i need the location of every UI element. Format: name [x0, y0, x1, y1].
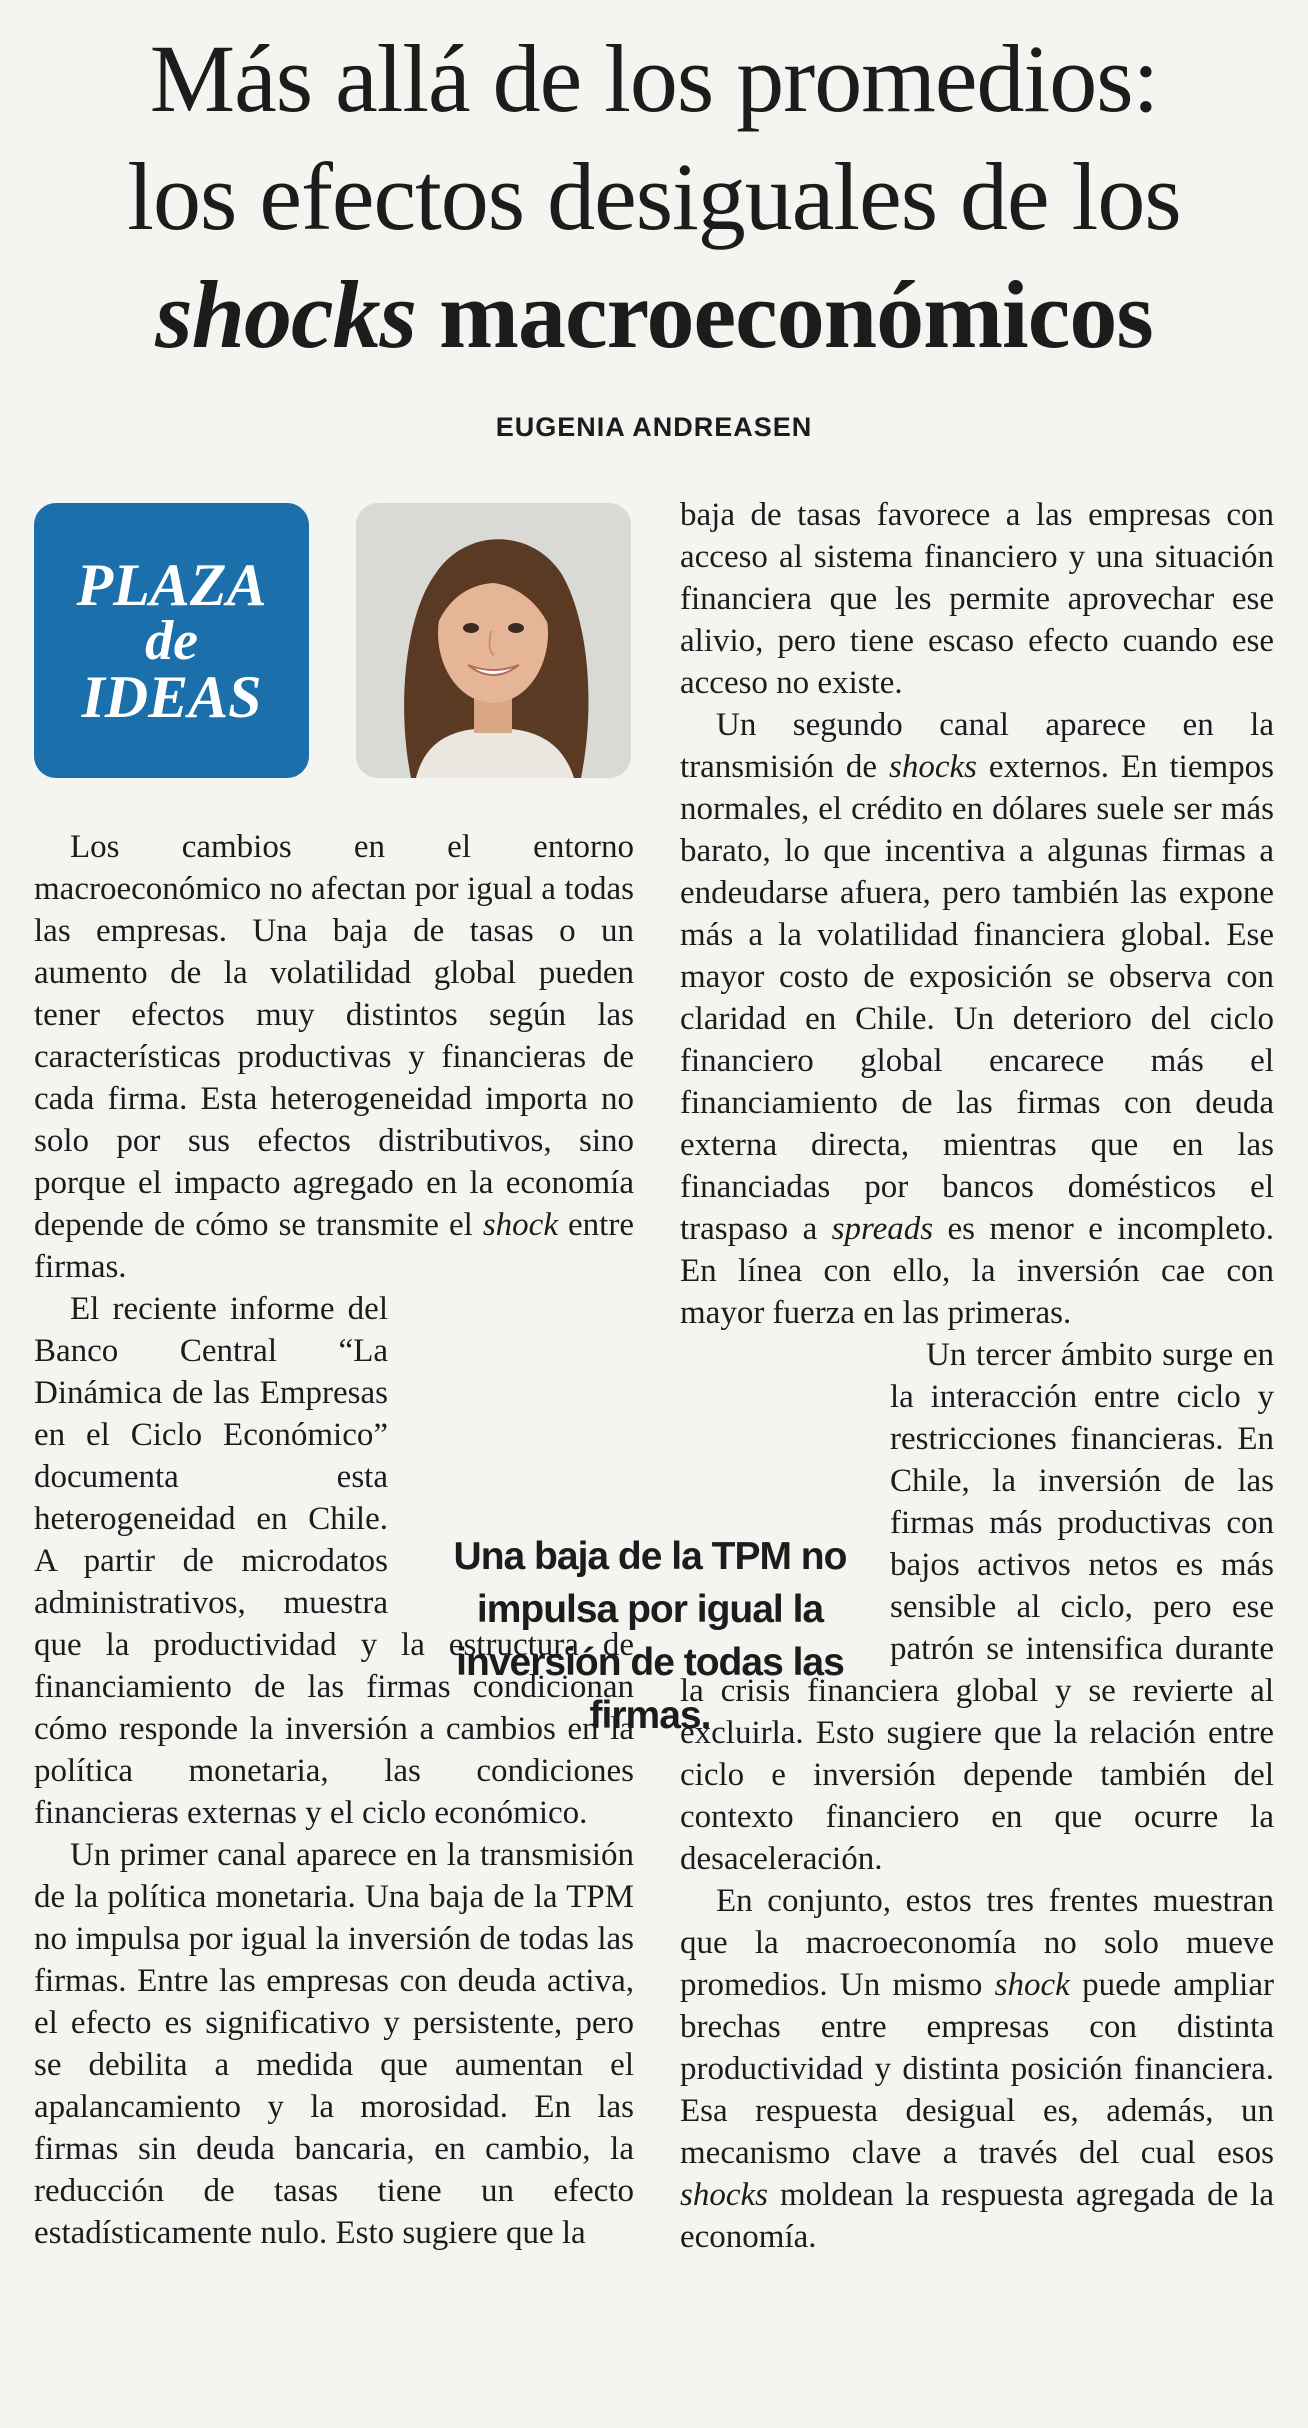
paragraph-6-text-mid: puede ampliar brechas entre empresas con distinta productividad y distinta posición financiera. Esa respuesta desigual es, además, un mecanismo clave a través del cual esos [680, 1967, 1274, 2171]
paragraph-2-text: El reciente informe del Banco Central “La Dinámica de las Empresas en el Ciclo Económico” documenta esta heterogeneidad en Chile. A partir de microdatos administrativos, muestra que la productividad y la estructura de financiamiento de las firmas condicionan cómo responde la inversión a cambios en la política monetaria, las condiciones financieras externas y el ciclo económico. [34, 1291, 634, 1831]
paragraph-6-italic-1: shock [994, 1967, 1070, 2003]
paragraph-6-italic-2: shocks [680, 2177, 768, 2213]
paragraph-4-italic-1: shocks [889, 749, 977, 785]
headline [0, 20, 1308, 374]
author-photo [356, 503, 631, 778]
headline-line-1: Más allá de los promedios: [149, 25, 1159, 132]
paragraph-4-text-mid: externos. En tiempos normales, el crédito en dólares suele ser más barato, lo que incentiva a algunas firmas a endeudarse afuera, pero también las expone más a la volatilidad financiera global. Ese mayor costo de exposición se observa con claridad en Chile. Un deterioro del ciclo financiero global encarece más el financiamiento de las firmas con deuda externa directa, mientras que en las financiadas por bancos domésticos el traspaso a [680, 749, 1274, 1247]
section-badge-line-2: de [145, 609, 198, 672]
paragraph-3: Un primer canal aparece en la transmisión de la política monetaria. Una baja de la TPM no impulsa por igual la inversión de todas las firmas. Entre las empresas con deuda activa, el efecto es significativo y persistente, pero se debilita a medida que aumentan el apalancamiento y la morosidad. En las firmas sin deuda bancaria, en cambio, la reducción de tasas tiene un efecto estadísticamente nulo. Esto sugiere que la [34, 1837, 634, 2251]
paragraph-6 [680, 1880, 1274, 2258]
paragraph-5-text: Un tercer ámbito surge en la interacción entre ciclo y restricciones financieras. En Chile, la inversión de las firmas más productivas con bajos activos netos es más sensible al ciclo, pero ese patrón se intensifica durante la crisis financiera global y se revierte al excluirla. Esto sugiere que la relación entre ciclo e inversión depende también del contexto financiero en que ocurre la desaceleración. [680, 1337, 1274, 1877]
headline-line-2: los efectos desiguales de los [127, 143, 1181, 250]
headline-line-3 [155, 261, 1152, 368]
headline-italic-word: shocks [155, 261, 417, 368]
pull-quote: Una baja de la TPM no impulsa por igual la inversión de todas las firmas. [453, 1535, 847, 1737]
section-badge-line-1: PLAZA [76, 551, 267, 618]
paragraph-6-text: En conjunto, estos tres frentes muestran que la macroeconomía no solo mueve promedios. Un mismo [680, 1883, 1274, 2003]
paragraph-1 [34, 826, 634, 1288]
section-badge [34, 503, 309, 778]
paragraph-4 [680, 704, 1274, 1334]
article-right-column [680, 494, 1274, 2258]
paragraph-1-text: Los cambios en el entorno macroeconómico no afectan por igual a todas las empresas. Una baja de tasas o un aumento de la volatilidad global pueden tener efectos muy distintos según las características productivas y financieras de cada firma. Esta heterogeneidad importa no solo por sus efectos distributivos, sino porque el impacto agregado en la economía depende de cómo se transmite el [34, 829, 634, 1243]
paragraph-4-italic-2: spreads [831, 1211, 934, 1247]
headline-line-3-rest: macroeconómicos [416, 261, 1153, 368]
paragraph-6-text-end: moldean la respuesta agregada de la economía. [680, 2177, 1274, 2255]
paragraph-1-italic: shock [482, 1207, 558, 1243]
section-badge-line-3: IDEAS [81, 663, 262, 730]
paragraph-4-text: Un segundo canal aparece en la transmisión de [680, 707, 1274, 785]
paragraph-3-continued: baja de tasas favorece a las empresas con acceso al sistema financiero y una situación financiera que les permite aprovechar ese alivio, pero tiene escaso efecto cuando ese acceso no existe. [680, 497, 1274, 701]
paragraph-1-text-end: entre firmas. [34, 1207, 634, 1285]
author-portrait-illustration [356, 503, 631, 778]
author-byline: EUGENIA ANDREASEN [495, 412, 813, 442]
paragraph-4-text-end: es menor e incompleto. En línea con ello, la inversión cae con mayor fuerza en las primeras. [680, 1211, 1274, 1331]
